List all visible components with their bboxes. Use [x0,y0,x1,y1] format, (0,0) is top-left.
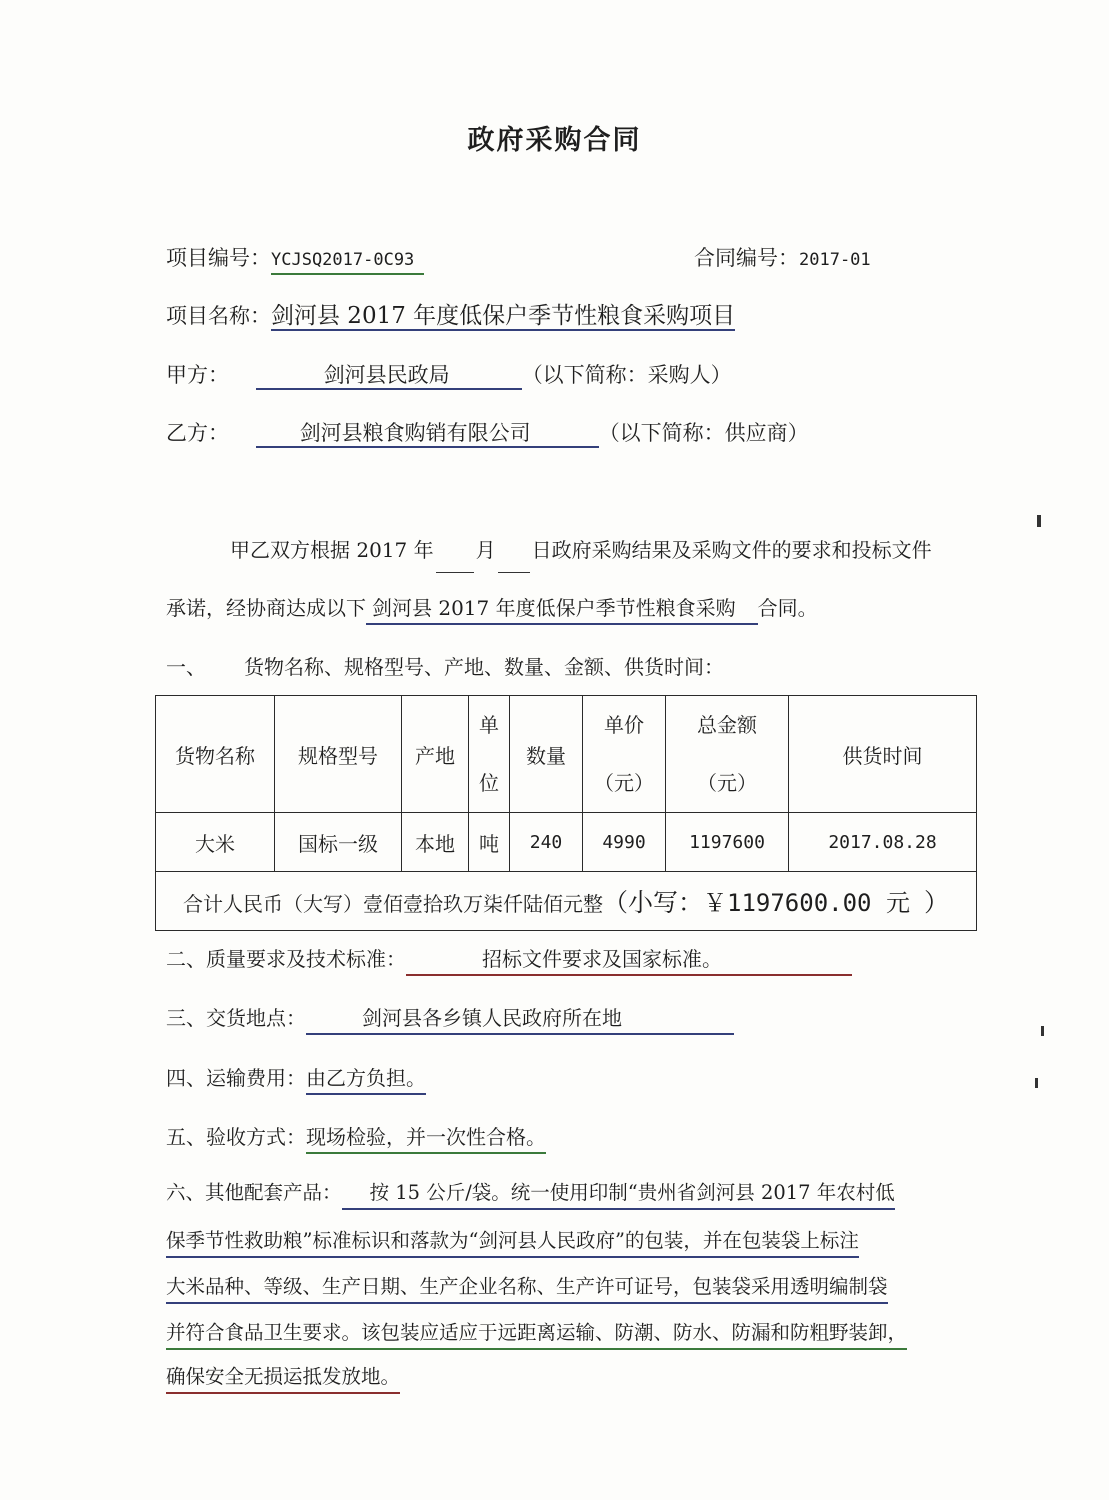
party-a-value: 剑河县民政局 [256,362,522,390]
scan-mark [1035,1078,1038,1088]
header-spec: 规格型号 [275,696,402,813]
cell-price: 4990 [583,813,666,872]
section-6-text-1: 按 15 公斤/袋。统一使用印制“贵州省剑河县 2017 年农村低 [342,1178,895,1210]
cell-total: 1197600 [666,813,789,872]
total-words: 合计人民币（大写）壹佰壹拾玖万柒仟陆佰元整 [183,892,603,916]
party-a-label: 甲方： [166,363,229,387]
section-1-heading [166,644,724,690]
party-b-line [166,418,809,448]
table-total-row [156,872,977,931]
intro-month: 月 [475,538,496,562]
day-blank [498,550,530,573]
header-total: 总金额 （元） [666,696,789,813]
intro-line-1 [166,527,932,573]
section-2 [166,936,852,982]
project-number-value: YCJSQ2017-0C93 [271,247,424,275]
project-number-label: 项目编号： [166,246,271,270]
section-1-text: 货物名称、规格型号、产地、数量、金额、供货时间： [244,655,724,679]
section-5-value: 现场检验，并一次性合格。 [306,1122,546,1154]
section-4-value: 由乙方负担。 [306,1063,426,1095]
project-name-line [166,301,735,331]
table-header-row [156,696,977,813]
section-5-label: 五、验收方式： [166,1125,306,1149]
section-6-line-1 [166,1170,895,1216]
section-6-text-5: 确保安全无损运抵发放地。 [166,1362,400,1394]
section-1-number: 一、 [166,655,206,679]
month-blank [436,550,474,573]
cell-unit: 吨 [469,813,510,872]
contract-number-label: 合同编号： [694,246,799,270]
party-b-label: 乙方： [166,421,229,445]
party-b-note: （以下简称：供应商） [598,421,809,445]
cell-date: 2017.08.28 [789,813,977,872]
cell-name: 大米 [156,813,275,872]
total-small-value: ￥1197600.00 元 [703,889,910,917]
section-5 [166,1114,546,1160]
section-2-value: 招标文件要求及国家标准。 [406,944,852,976]
goods-table [155,695,977,931]
header-price: 单价 （元） [583,696,666,813]
header-qty: 数量 [510,696,583,813]
section-3 [166,995,734,1041]
section-3-value: 剑河县各乡镇人民政府所在地 [306,1003,734,1035]
intro-text-2: 日政府采购结果及采购文件的要求和投标文件 [531,538,932,562]
section-6-text-2: 保季节性救助粮”标准标识和落款为“剑河县人民政府”的包装，并在包装袋上标注 [166,1226,859,1258]
total-small-label: （小写： [603,888,704,917]
header-origin: 产地 [402,696,469,813]
section-6-line-4 [166,1310,907,1356]
total-small-close: ） [923,888,949,917]
cell-origin: 本地 [402,813,469,872]
intro-prefix: 承诺，经协商达成以下 [166,596,366,620]
section-6-text-3: 大米品种、等级、生产日期、生产企业名称、生产许可证号，包装袋采用透明编制袋 [166,1272,888,1304]
section-6-text-4: 并符合食品卫生要求。该包装应适应于远距离运输、防潮、防水、防漏和防粗野装卸， [166,1318,907,1350]
section-4-label: 四、运输费用： [166,1066,306,1090]
section-3-label: 三、交货地点： [166,1006,306,1030]
intro-text-1: 甲乙双方根据 2017 年 [230,538,434,562]
section-4 [166,1055,426,1101]
table-row [156,813,977,872]
intro-subject: 剑河县 2017 年度低保户季节性粮食采购 [366,593,758,625]
project-name-value: 剑河县 2017 年度低保户季节性粮食采购项目 [271,303,736,329]
scan-mark [1041,1026,1044,1036]
contract-number-line [694,243,871,275]
section-6-label: 六、其他配套产品： [166,1181,342,1204]
project-name-label: 项目名称： [166,304,271,328]
scan-mark [1037,515,1041,527]
document-title: 政府采购合同 [467,125,642,156]
party-a-note: （以下简称：采购人） [521,363,732,387]
party-a-line [166,360,732,390]
intro-line-2 [166,585,818,631]
intro-suffix: 合同。 [757,596,818,620]
header-name: 货物名称 [156,696,275,813]
header-unit: 单 位 [469,696,510,813]
project-number-line [166,243,424,275]
section-6-line-3 [166,1264,888,1310]
cell-spec: 国标一级 [275,813,402,872]
section-6-line-5 [166,1354,400,1400]
cell-qty: 240 [510,813,583,872]
section-6-line-2 [166,1218,859,1264]
total-cell [156,872,977,931]
header-date: 供货时间 [789,696,977,813]
contract-number-value: 2017-01 [799,250,871,270]
section-2-label: 二、质量要求及技术标准： [166,947,406,971]
party-b-value: 剑河县粮食购销有限公司 [256,420,599,448]
